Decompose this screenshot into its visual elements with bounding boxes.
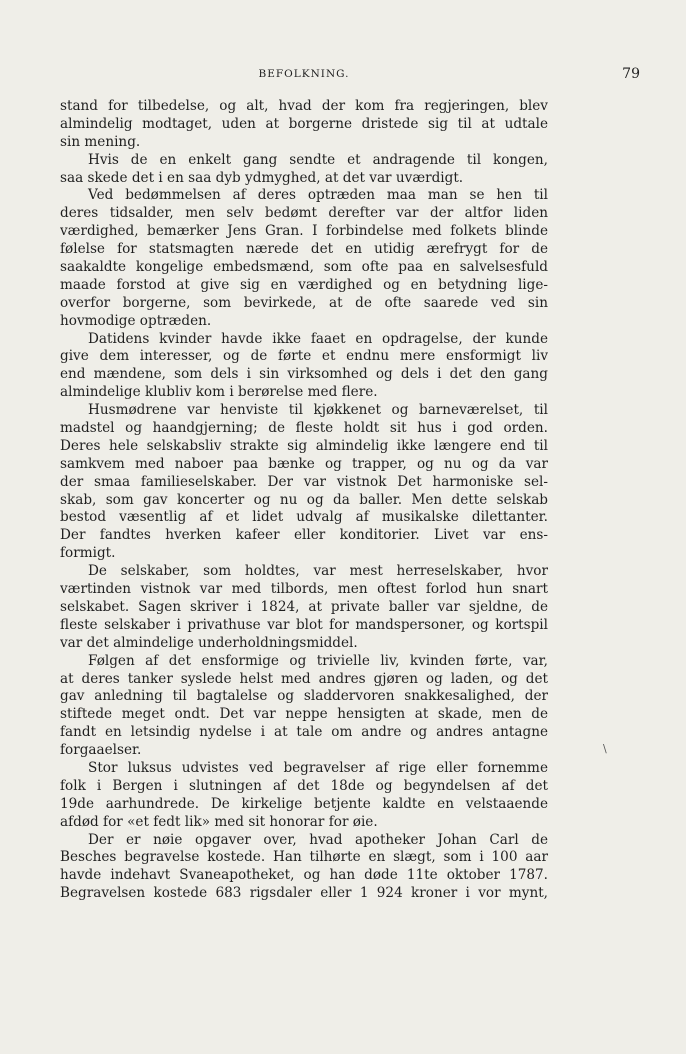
text-line: deres tidsalder, men selv bedømt derefter var der altfor liden (60, 205, 548, 222)
text-line: Besches begravelse kostede. Han tilhørte en slægt, som i 100 aar (60, 849, 548, 866)
text-line: Begravelsen kostede 683 rigsdaler eller 1 924 kroner i vor mynt, (60, 885, 548, 902)
text-line: forgaaelser. (60, 742, 142, 759)
text-line: hovmodige optræden. (60, 312, 212, 329)
text-line: overfor borgerne, som bevirkede, at de ofte saarede ved sin (60, 294, 548, 311)
text-line: folk i Bergen i slutningen af det 18de og begyndelsen af det (60, 777, 548, 794)
text-line: Der er nøie opgaver over, hvad apotheker Johan Carl de (88, 831, 548, 848)
text-line: end mændene, som dels i sin virksomhed og dels i det den gang (60, 366, 548, 383)
text-line: Der fandtes hverken kafeer eller konditorier. Livet var ens- (60, 527, 548, 544)
text-line: samkvem med naboer paa bænke og trapper, og nu og da var (60, 455, 548, 472)
text-line: Stor luksus udvistes ved begravelser af rige eller fornemme (88, 759, 548, 776)
text-line: Følgen af det ensformige og trivielle liv, kvinden førte, var, (88, 652, 548, 669)
text-line: at deres tanker syslede helst med andres gjøren og laden, og det (60, 670, 548, 687)
text-line: selskabet. Sagen skriver i 1824, at private baller var sjeldne, de (60, 598, 548, 615)
text-line: følelse for statsmagten nærede det en utidig ærefrygt for de (60, 241, 548, 258)
text-line: almindelig modtaget, uden at borgerne dristede sig til at udtale (60, 115, 548, 132)
page-number: 79 (622, 66, 640, 82)
text-line: maade forstod at give sig en værdighed og en betydning lige- (60, 276, 548, 293)
text-line: Ved bedømmelsen af deres optræden maa man se hen til (88, 187, 548, 204)
text-line: var det almindelige underholdningsmiddel. (60, 634, 358, 651)
text-line: værdighed, bemærker Jens Gran. I forbindelse med folkets blinde (60, 223, 548, 240)
text-line: bestod væsentlig af et lidet udvalg af musikalske dilettanter. (60, 509, 548, 526)
text-line: fleste selskaber i privathuse var blot for mandspersoner, og kortspil (60, 616, 548, 633)
text-line: Deres hele selskabsliv strakte sig almindelig ikke længere end til (60, 437, 548, 454)
text-line: skab, som gav koncerter og nu og da baller. Men dette selskab (60, 491, 548, 508)
text-line: afdød for «et fedt lik» med sit honorar for øie. (60, 813, 378, 830)
text-line: stand for tilbedelse, og alt, hvad der kom fra regjeringen, blev (60, 98, 548, 114)
text-line: saakaldte kongelige embedsmænd, som ofte paa en salvelsesfuld (60, 259, 548, 276)
text-line: De selskaber, som holdtes, var mest herreselskaber, hvor (88, 563, 548, 580)
text-line: stiftede meget ondt. Det var neppe hensigten at skade, men de (60, 706, 548, 723)
text-line: værtinden vistnok var med tilbords, men oftest forlod hun snart (60, 581, 548, 598)
text-line: madstel og haandgjerning; de fleste holdt sit hus i god orden. (60, 420, 548, 437)
text-line: Datidens kvinder havde ikke faaet en opdragelse, der kunde (88, 330, 548, 347)
text-line: Husmødrene var henviste til kjøkkenet og barneværelset, til (88, 402, 548, 419)
text-line: havde indehavt Svaneapotheket, og han døde 11te oktober 1787. (60, 867, 548, 884)
text-line: 19de aarhundrede. De kirkelige betjente kaldte en velstaaende (60, 795, 548, 812)
text-line: formigt. (60, 545, 116, 562)
stray-mark: \ (603, 742, 607, 755)
text-line: saa skede det i en saa dyb ydmyghed, at det var uværdigt. (60, 169, 464, 186)
text-line: der smaa familieselskaber. Der var vistnok Det harmoniske sel- (60, 473, 548, 490)
text-line: fandt en letsindig nydelse i at tale om andre og andres antagne (60, 724, 548, 741)
text-line: Hvis de en enkelt gang sendte et andragende til kongen, (88, 151, 548, 168)
text-line: sin mening. (60, 133, 141, 150)
text-line: gav anledning til bagtalelse og sladdervoren snakkesalighed, der (60, 688, 548, 705)
page-header (60, 66, 640, 84)
text-line: almindelige klubliv kom i berørelse med flere. (60, 384, 378, 401)
text-line: give dem interesser, og de førte et endnu mere ensformigt liv (60, 348, 548, 365)
body-text (60, 98, 548, 903)
running-head: BEFOLKNING. (258, 68, 350, 80)
